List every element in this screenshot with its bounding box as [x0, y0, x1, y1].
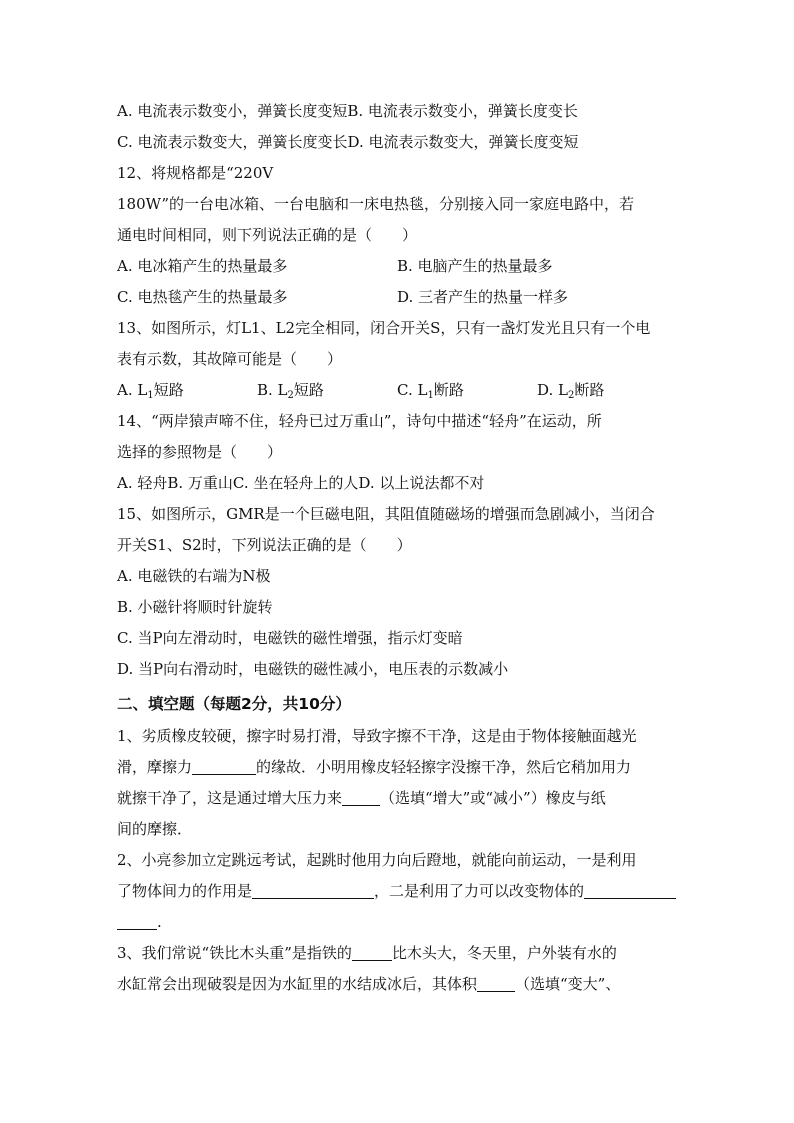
q12-option-b: B. 电脑产生的热量最多 — [397, 257, 553, 275]
q13-option-d: D. $L_2$断路 — [537, 381, 605, 401]
q14-options-line: A. 轻舟B. 万重山C. 坐在轻舟上的人D. 以上说法都不对 — [117, 474, 485, 492]
q12-option-d: D. 三者产生的热量一样多 — [397, 288, 569, 306]
q13-options-row — [117, 375, 687, 406]
f1-line-4: 间的摩擦． — [117, 820, 193, 838]
q12-option-c: C. 电热毯产生的热量最多 — [117, 288, 288, 306]
q12-stem-line-1: 12、将规格都是“220V — [117, 164, 274, 182]
f2-line-3: . — [117, 907, 687, 938]
section-heading-fill-in: 二、填空题（每题2分，共10分） — [117, 695, 351, 713]
exam-page — [117, 96, 687, 1000]
q13-stem-line-1: 13、如图所示，灯L1、L2完全相同，闭合开关S，只有一盏灯发光且只有一个电 — [117, 319, 651, 337]
q13-option-b: B. $L_2$短路 — [257, 381, 324, 401]
answer-blank[interactable] — [352, 942, 392, 961]
answer-blank[interactable] — [477, 973, 515, 992]
q15-stem-line-2: 开关S1、S2时，下列说法正确的是（ ） — [117, 536, 412, 554]
f2-line-2: 了物体间力的作用是 ，二是利用了力可以改变物体的 — [117, 876, 687, 907]
q13-option-a: A. $L_1$短路 — [117, 381, 184, 401]
q15-option-b: B. 小磁针将顺时针旋转 — [117, 598, 273, 616]
q12-option-a: A. 电冰箱产生的热量最多 — [117, 257, 288, 275]
q11-options-line-2: C. 电流表示数变大，弹簧长度变长D. 电流表示数变大，弹簧长度变短 — [117, 133, 579, 151]
q14-stem-line-2: 选择的参照物是（ ） — [117, 443, 283, 461]
q11-options-line-1: A. 电流表示数变小，弹簧长度变短B. 电流表示数变小，弹簧长度变长 — [117, 102, 578, 120]
f3-line-1: 3、我们常说“铁比木头重”是指铁的 比木头大，冬天里，户外装有水的 — [117, 944, 617, 962]
q15-stem-line-1: 15、如图所示，GMR是一个巨磁电阻，其阻值随磁场的增强而急剧减小，当闭合 — [117, 505, 655, 523]
q12-options-row-1 — [117, 251, 687, 282]
f2-line-1: 2、小亮参加立定跳远考试，起跳时他用力向后蹬地，就能向前运动，一是利用 — [117, 851, 637, 869]
q14-stem-line-1: 14、“两岸猿声啼不住，轻舟已过万重山”，诗句中描述“轻舟”在运动，所 — [117, 412, 602, 430]
answer-blank[interactable] — [252, 880, 374, 899]
f1-line-3: 就擦干净了，这是通过增大压力来 （选填“增大”或“减小”）橡皮与纸 — [117, 789, 606, 807]
answer-blank[interactable] — [342, 787, 380, 806]
q15-option-d: D. 当P向右滑动时，电磁铁的磁性减小，电压表的示数减小 — [117, 660, 509, 678]
q12-options-row-2 — [117, 282, 687, 313]
answer-blank[interactable] — [192, 756, 256, 775]
f3-line-2: 水缸常会出现破裂是因为水缸里的水结成冰后，其体积 （选填“变大”、 — [117, 975, 621, 993]
answer-blank[interactable] — [584, 880, 676, 899]
q12-stem-line-2: 180W”的一台电冰箱、一台电脑和一床电热毯，分别接入同一家庭电路中，若 — [117, 195, 634, 213]
q15-option-a: A. 电磁铁的右端为N极 — [117, 567, 271, 585]
q15-option-c: C. 当P向左滑动时，电磁铁的磁性增强，指示灯变暗 — [117, 629, 463, 647]
answer-blank[interactable] — [117, 911, 157, 930]
q13-option-c: C. $L_1$断路 — [397, 381, 464, 401]
q13-stem-line-2: 表有示数，其故障可能是（ ） — [117, 350, 343, 368]
q12-stem-line-3: 通电时间相同，则下列说法正确的是（ ） — [117, 226, 418, 244]
f1-line-1: 1、劣质橡皮较硬，擦字时易打滑，导致字擦不干净，这是由于物体接触面越光 — [117, 727, 637, 745]
f1-line-2: 滑，摩擦力 的缘故．小明用橡皮轻轻擦字没擦干净，然后它稍加用力 — [117, 758, 632, 776]
